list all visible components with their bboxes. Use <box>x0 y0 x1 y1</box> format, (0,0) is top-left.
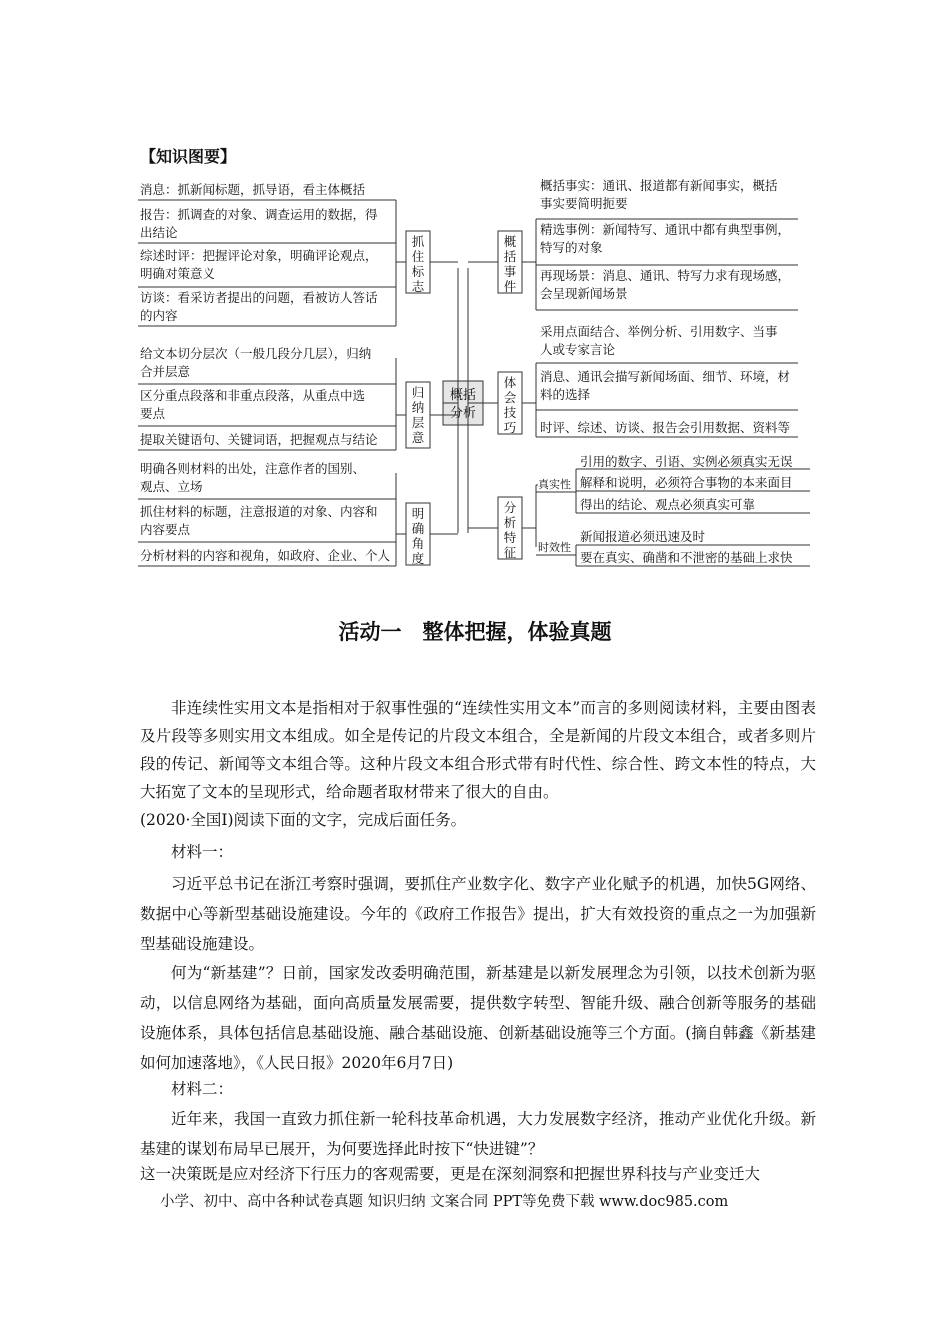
left-branch-label: 度 <box>411 551 425 566</box>
left-item-text: 的内容 <box>140 308 178 323</box>
page-footer: 小学、初中、高中各种试卷真题 知识归纳 文案合同 PPT等免费下载 www.doc985.com <box>160 1194 729 1210</box>
material-1-paragraph-2: 何为“新基建”？日前，国家发改委明确范围，新基建是以新发展理念为引领，以技术创新为驱动，以信息网络为基础，面向高质量发展需要，提供数字转型、智能升级、融合创新等服务的基础设施体系，具体包括信息基础设施、融合基础设施、创新基础设施等三个方面。(摘自韩鑫《新基建如何加速落地》，《人民日报》2020年6月7日) <box>140 964 816 1072</box>
right-item-text: 特写的对象 <box>540 240 603 255</box>
left-item-text: 给文本切分层次（一般几段分几层），归纳 <box>140 346 372 361</box>
left-branch-label: 层 <box>411 415 425 430</box>
material-2-paragraph-2: 这一决策既是应对经济下行压力的客观需要，更是在深刻洞察和把握世界科技与产业变迁大 <box>140 1165 761 1183</box>
left-item-text: 报告：抓调查的对象、调查运用的数据，得 <box>140 207 378 222</box>
right-item-text: 采用点面结合、举例分析、引用数字、当事 <box>540 324 778 339</box>
right-item-text: 概括事实：通讯、报道都有新闻事实，概括 <box>540 178 778 193</box>
left-item-text: 抓住材料的标题，注意报道的对象、内容和 <box>140 504 378 519</box>
left-branch-label: 住 <box>411 249 425 264</box>
right-item-text: 消息、通讯会描写新闻场面、细节、环境，材 <box>540 369 791 384</box>
sub-branch-label: 真实性 <box>538 478 571 491</box>
left-item-text: 合并层意 <box>140 364 191 379</box>
sub-item-text: 解释和说明，必须符合事物的本来面目 <box>580 475 793 490</box>
left-item-text: 观点、立场 <box>140 479 203 494</box>
sub-item-text: 新闻报道必须迅速及时 <box>580 529 706 544</box>
knowledge-map-label: 【知识图要】 <box>140 147 237 166</box>
exam-source-line: (2020·全国Ⅰ)阅读下面的文字，完成后面任务。 <box>140 811 467 829</box>
left-item-text: 明确对策意义 <box>140 266 216 281</box>
left-branch-label: 纳 <box>411 400 425 415</box>
left-item-text: 访谈：看采访者提出的问题，看被访人答话 <box>140 290 378 305</box>
left-item-text: 要点 <box>140 406 166 421</box>
left-item-text: 综述时评：把握评论对象，明确评论观点， <box>140 248 378 263</box>
material-1-paragraph-1: 习近平总书记在浙江考察时强调，要抓住产业数字化、数字产业化赋予的机遇，加快5G网络、数据中心等新型基础设施建设。今年的《政府工作报告》提出，扩大有效投资的重点之一为加强新型基础设施建设。 <box>140 875 816 953</box>
right-branch-label: 概 <box>503 234 517 249</box>
activity-title: 活动一 整体把握，体验真题 <box>338 620 612 644</box>
left-item-text: 消息：抓新闻标题，抓导语，看主体概括 <box>140 182 366 197</box>
left-branch-label: 角 <box>411 536 425 551</box>
right-branch-label: 括 <box>503 249 517 264</box>
sub-item-text: 要在真实、确凿和不泄密的基础上求快 <box>580 550 793 565</box>
left-branch-label: 标 <box>411 264 425 279</box>
left-item-text: 区分重点段落和非重点段落，从重点中选 <box>140 388 366 403</box>
left-item-text: 出结论 <box>140 225 178 240</box>
left-item-text: 分析材料的内容和视角，如政府、企业、个人 <box>140 548 391 563</box>
left-branch-label: 意 <box>411 430 425 445</box>
left-branch-label: 归 <box>411 385 425 400</box>
left-branch-label: 志 <box>411 279 425 294</box>
right-branch-label: 析 <box>503 515 517 530</box>
right-branch-label: 技 <box>503 405 517 420</box>
left-item-text: 明确各则材料的出处，注意作者的国别、 <box>140 461 366 476</box>
right-branch-label: 特 <box>503 530 517 545</box>
right-item-text: 时评、综述、访谈、报告会引用数据、资料等 <box>540 420 791 435</box>
right-item-text: 事实要简明扼要 <box>540 196 628 211</box>
right-item-text: 人或专家言论 <box>540 342 616 357</box>
right-item-text: 料的选择 <box>540 387 591 402</box>
left-branch-label: 确 <box>411 521 425 536</box>
center-node-text: 概括 <box>449 388 477 403</box>
right-branch-label: 会 <box>503 390 517 405</box>
left-branch-label: 明 <box>411 506 425 521</box>
left-item-text: 提取关键语句、关键词语，把握观点与结论 <box>140 432 378 447</box>
sub-item-text: 得出的结论、观点必须真实可靠 <box>580 497 756 512</box>
left-item-text: 内容要点 <box>140 522 191 537</box>
right-branch-label: 体 <box>503 375 517 390</box>
right-item-text: 精选事例：新闻特写、通讯中都有典型事例， <box>540 222 791 237</box>
right-branch-label: 巧 <box>503 420 517 435</box>
sub-branch-label: 时效性 <box>538 541 571 554</box>
right-item-text: 再现场景：消息、通讯、特写力求有现场感， <box>540 268 791 283</box>
right-branch-label: 事 <box>503 264 517 279</box>
sub-item-text: 引用的数字、引语、实例必须真实无误 <box>580 454 793 469</box>
material-2-paragraph-1: 近年来，我国一直致力抓住新一轮科技革命机遇，大力发展数字经济，推动产业优化升级。新基建的谋划布局早已展开，为何要选择此时按下“快进键”？ <box>140 1110 816 1158</box>
right-branch-label: 征 <box>503 545 517 560</box>
left-branch-label: 抓 <box>411 234 425 249</box>
intro-paragraph: 非连续性实用文本是指相对于叙事性强的“连续性实用文本”而言的多则阅读材料，主要由图表及片段等多则实用文本组成。如全是传记的片段文本组合，全是新闻的片段文本组合，或者多则片段的传记、新闻等文本组合等。这种片段文本组合形式带有时代性、综合性、跨文本性的特点，大大拓宽了文本的呈现形式，给命题者取材带来了很大的自由。 <box>140 699 816 801</box>
right-branch-label: 件 <box>503 279 517 294</box>
right-branch-label: 分 <box>503 500 517 515</box>
right-item-text: 会呈现新闻场景 <box>540 286 628 301</box>
material-2-label: 材料二： <box>171 1080 234 1098</box>
center-node-text: 分析 <box>449 406 477 421</box>
material-1-label: 材料一： <box>171 843 234 861</box>
knowledge-mind-map <box>138 176 813 572</box>
